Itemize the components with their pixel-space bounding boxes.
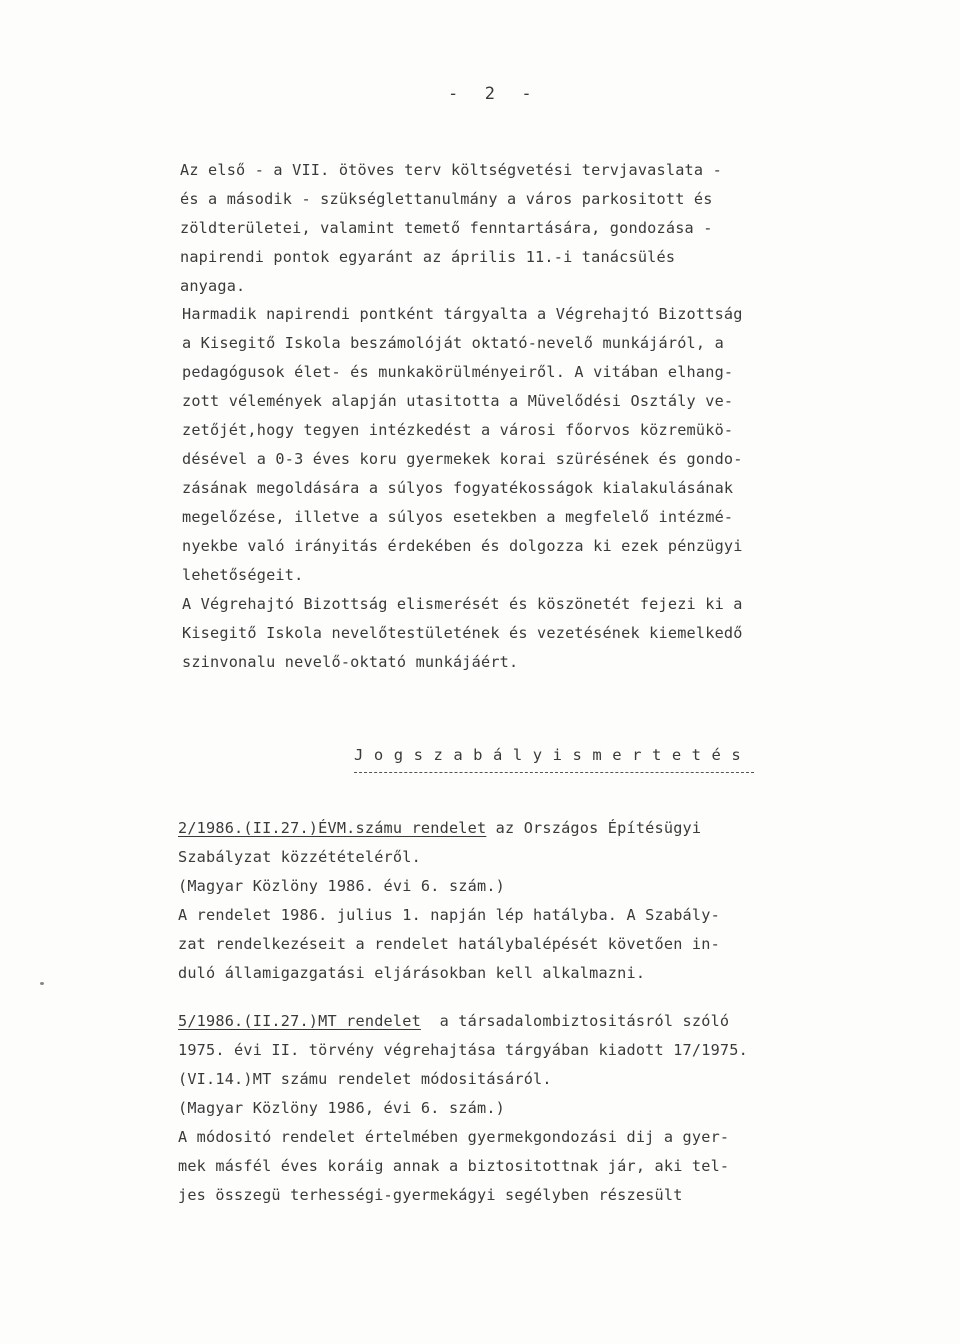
text-line: (Magyar Közlöny 1986, évi 6. szám.) bbox=[178, 1099, 506, 1117]
text-line: A Végrehajtó Bizottság elismerését és köszönetét fejezi ki a bbox=[182, 595, 743, 613]
text-line: napirendi pontok egyaránt az április 11.-i tanácsülés bbox=[180, 248, 676, 266]
text-line: a Kisegitő Iskola beszámolóját oktató-nevelő munkájáról, a bbox=[182, 334, 724, 352]
paragraph-acknowledgement bbox=[182, 590, 822, 677]
text-line: jes összegü terhességi-gyermekágyi segélyben részesült bbox=[178, 1186, 683, 1204]
text-line: zat rendelkezéseit a rendelet hatálybalépését követően in- bbox=[178, 935, 720, 953]
text-line: megelőzése, illetve a súlyos esetekben a megfelelő intézmé- bbox=[182, 508, 734, 526]
heading-underline bbox=[354, 772, 754, 773]
text-line: A rendelet 1986. julius 1. napján lép hatályba. A Szabály- bbox=[178, 906, 720, 924]
text-line: Kisegitő Iskola nevelőtestületének és vezetésének kiemelkedő bbox=[182, 624, 743, 642]
page-number: - 2 - bbox=[448, 84, 534, 104]
text-line: szinvonalu nevelő-oktató munkájáért. bbox=[182, 653, 519, 671]
rule-first-line bbox=[178, 1007, 818, 1036]
rule-entry-2 bbox=[178, 1007, 818, 1210]
text-line: zöldterületei, valamint temető fenntartására, gondozása - bbox=[180, 219, 713, 237]
paragraph-third-item bbox=[182, 300, 822, 590]
text-line: désével a 0-3 éves koru gyermekek korai szürésének és gondo- bbox=[182, 450, 743, 468]
text-line: pedagógusok élet- és munkakörülményeiről. A vitában elhang- bbox=[182, 363, 734, 381]
section-heading: J o g s z a b á l y i s m e r t e t é s bbox=[354, 746, 742, 764]
text-line: zott vélemények alapján utasitotta a Müvelődési Osztály ve- bbox=[182, 392, 734, 410]
rule-title-start: a társadalombiztositásról szóló bbox=[420, 1012, 730, 1030]
text-line: anyaga. bbox=[180, 277, 246, 295]
rule-entry-1 bbox=[178, 814, 818, 988]
rule-reference: 2/1986.(II.27.)ÉVM.számu rendelet bbox=[178, 819, 487, 837]
text-line: (Magyar Közlöny 1986. évi 6. szám.) bbox=[178, 877, 506, 895]
text-line: zetőjét,hogy tegyen intézkedést a városi főorvos közremükö- bbox=[182, 421, 734, 439]
text-line: nyekbe való irányitás érdekében és dolgozza ki ezek pénzügyi bbox=[182, 537, 743, 555]
paragraph-agenda bbox=[180, 156, 820, 301]
text-line: Az első - a VII. ötöves terv költségvetési tervjavaslata - bbox=[180, 161, 722, 179]
text-line: duló államigazgatási eljárásokban kell alkalmazni. bbox=[178, 964, 646, 982]
text-line: zásának megoldására a súlyos fogyatékosságok kialakulásának bbox=[182, 479, 734, 497]
text-line: lehetőségeit. bbox=[182, 566, 304, 584]
rule-title-start: az Országos Építésügyi bbox=[486, 819, 702, 837]
text-line: A módositó rendelet értelmében gyermekgondozási dij a gyer- bbox=[178, 1128, 730, 1146]
text-line: (VI.14.)MT számu rendelet módositásáról. bbox=[178, 1070, 552, 1088]
text-line: 1975. évi II. törvény végrehajtása tárgyában kiadott 17/1975. bbox=[178, 1041, 748, 1059]
text-line: és a második - szükséglettanulmány a város parkositott és bbox=[180, 190, 713, 208]
text-line: mek másfél éves koráig annak a biztositottnak jár, aki tel- bbox=[178, 1157, 730, 1175]
margin-speck bbox=[40, 982, 44, 985]
rule-reference: 5/1986.(II.27.)MT rendelet bbox=[178, 1012, 421, 1030]
text-line: Szabályzat közzétételéről. bbox=[178, 848, 421, 866]
text-line: Harmadik napirendi pontként tárgyalta a Végrehajtó Bizottság bbox=[182, 305, 743, 323]
rule-first-line bbox=[178, 814, 818, 843]
